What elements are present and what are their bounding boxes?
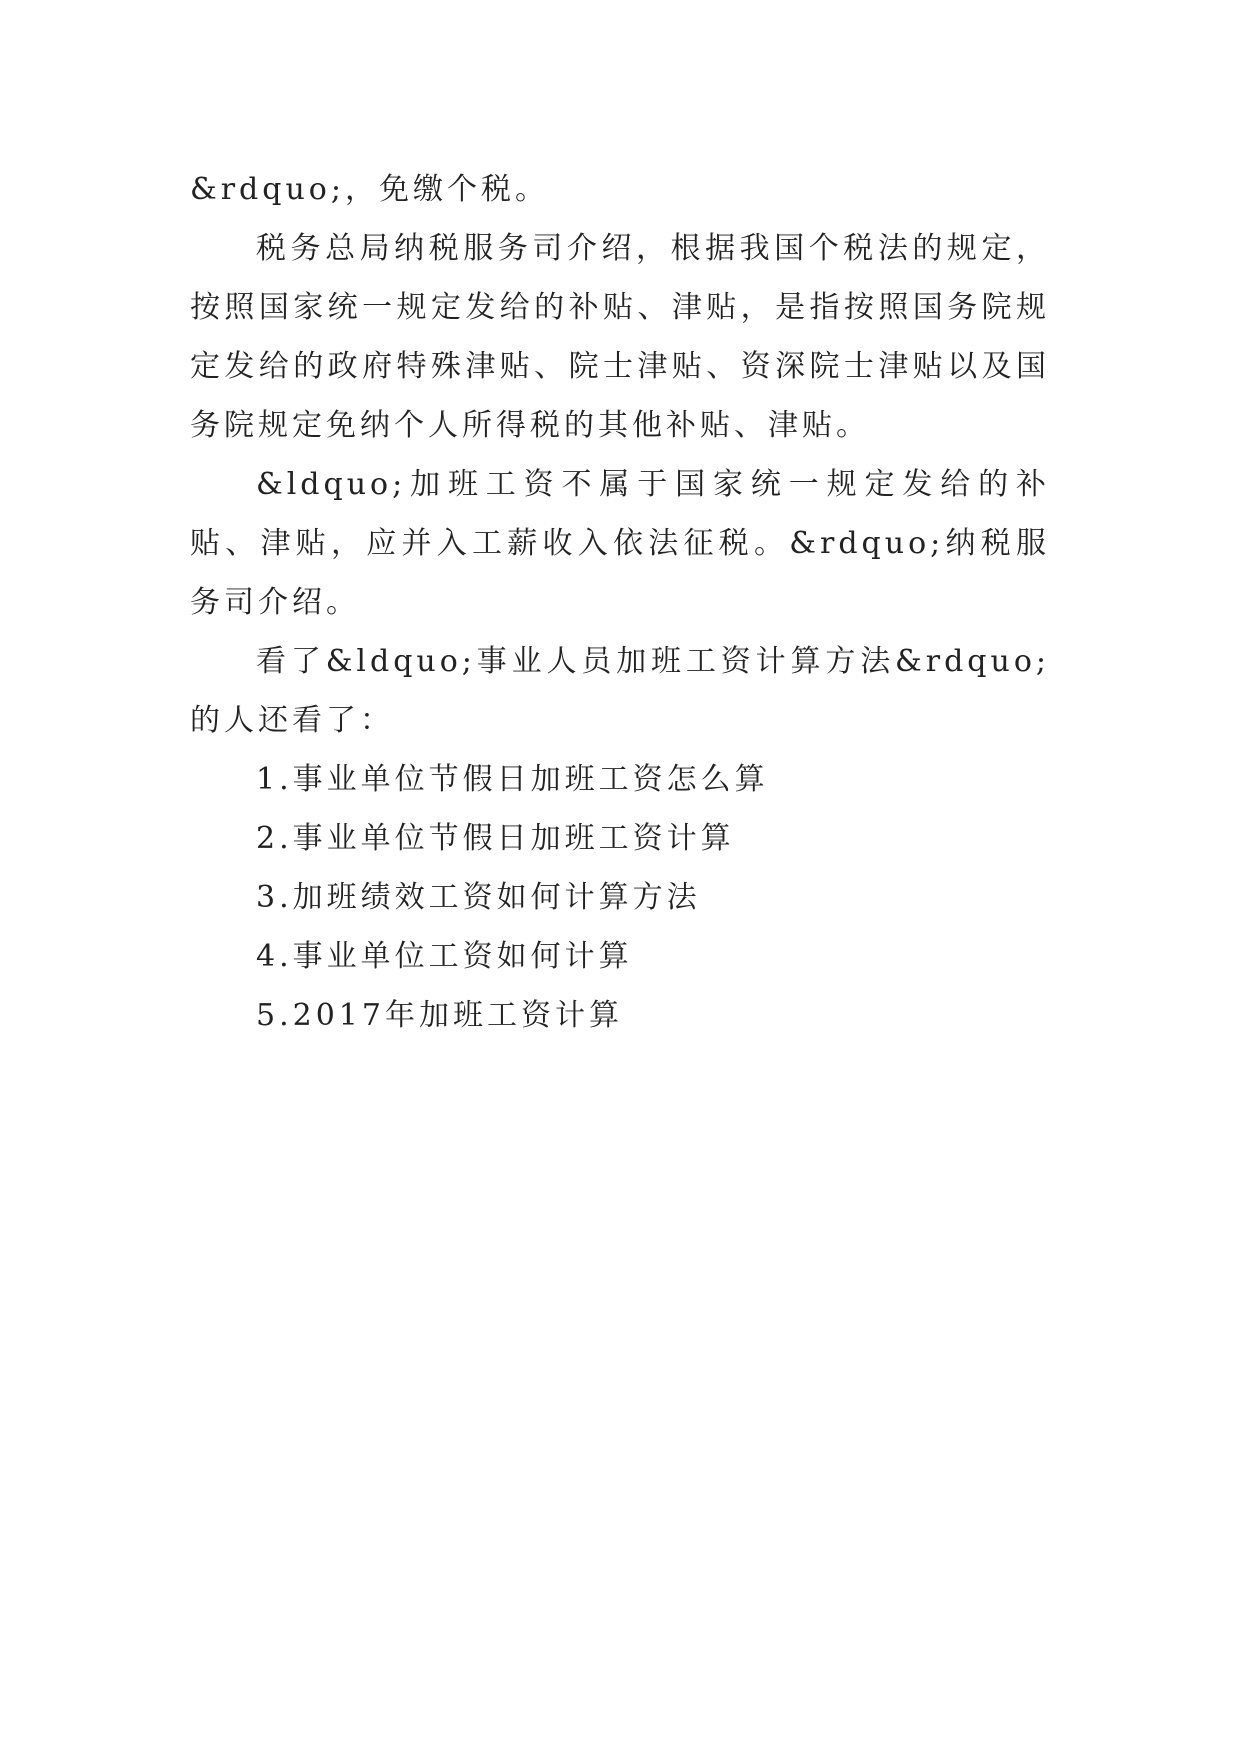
paragraph-continuation: &rdquo;，免缴个税。 — [190, 172, 549, 207]
paragraph-tax-service: 税务总局纳税服务司介绍，根据我国个税法的规定，按照国家统一规定发给的补贴、津贴，是指按照国务院规定发给的政府特殊津贴、院士津贴、资深院士津贴以及国务院规定免纳个人所得税的其他补贴、津贴。 — [190, 231, 1050, 443]
paragraph-overtime-tax: &ldquo;加班工资不属于国家统一规定发给的补贴、津贴，应并入工薪收入依法征税。&rdquo;纳税服务司介绍。 — [190, 467, 1050, 620]
related-article-item[interactable]: 4.事业单位工资如何计算 — [256, 939, 633, 974]
related-article-item[interactable]: 2.事业单位节假日加班工资计算 — [256, 821, 735, 856]
related-article-item[interactable]: 3.加班绩效工资如何计算方法 — [256, 880, 701, 915]
related-article-item[interactable]: 1.事业单位节假日加班工资怎么算 — [256, 762, 769, 797]
related-articles-list — [190, 750, 1050, 1045]
related-article-item[interactable]: 5.2017年加班工资计算 — [256, 998, 623, 1033]
paragraph-related-intro: 看了&ldquo;事业人员加班工资计算方法&rdquo;的人还看了： — [190, 644, 1050, 738]
document-body — [190, 160, 1050, 1045]
